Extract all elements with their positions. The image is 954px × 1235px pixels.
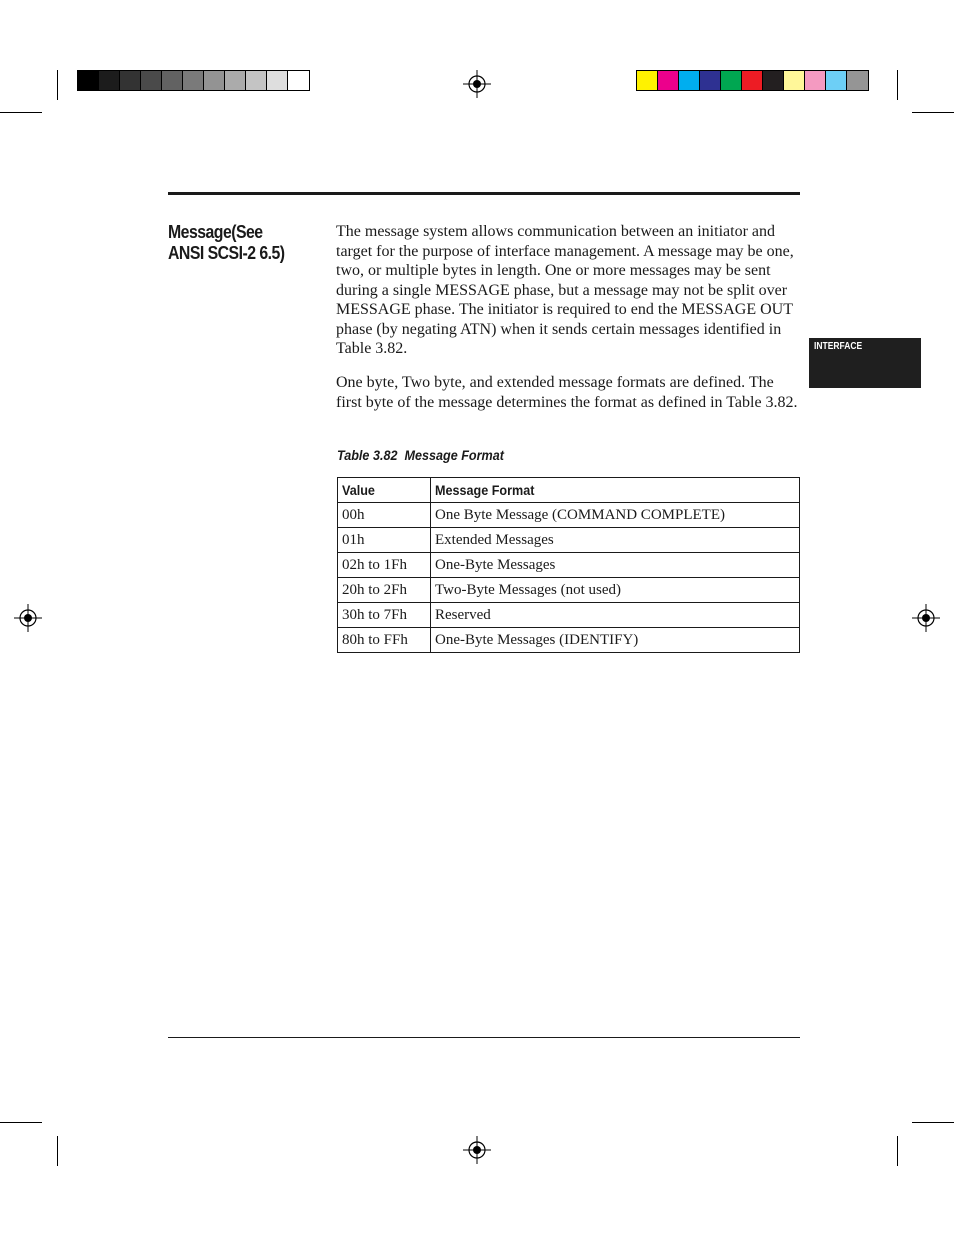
cell-value: 00h xyxy=(338,503,431,528)
body-paragraph-1: The message system allows communication between an initiator and target for the purpose of interface management. A message may be one, two, or multiple bytes in length. One or more messages may be sent during a single MESSAGE phase, but a message may not be split over MESSAGE phase. The initiator is required to end the MESSAGE OUT phase (by negating ATN) when it sends certain messages identified in Table 3.82. xyxy=(336,223,794,357)
color-swatch xyxy=(847,71,868,90)
color-swatch xyxy=(658,71,679,90)
color-swatch xyxy=(120,71,141,90)
cell-message-format: One Byte Message (COMMAND COMPLETE) xyxy=(431,503,800,528)
section-heading-line1: Message(See xyxy=(168,222,263,242)
message-format-table xyxy=(337,477,800,653)
color-swatch xyxy=(742,71,763,90)
table-row xyxy=(338,628,800,653)
cell-value: 80h to FFh xyxy=(338,628,431,653)
table-row xyxy=(338,503,800,528)
color-swatch xyxy=(679,71,700,90)
crop-mark xyxy=(897,70,898,100)
body-paragraph-2: One byte, Two byte, and extended message formats are defined. The first byte of the message determines the format as defined in Table 3.82. xyxy=(336,374,798,411)
color-bar xyxy=(636,70,869,91)
color-swatch xyxy=(763,71,784,90)
crop-mark xyxy=(912,1122,954,1123)
color-swatch xyxy=(700,71,721,90)
crop-mark xyxy=(0,1122,42,1123)
color-swatch xyxy=(99,71,120,90)
color-swatch xyxy=(267,71,288,90)
column-header-message-format: Message Format xyxy=(431,478,800,503)
table-header-row xyxy=(338,478,800,503)
registration-mark-icon xyxy=(14,604,42,632)
color-swatch xyxy=(805,71,826,90)
table-row xyxy=(338,553,800,578)
color-swatch xyxy=(637,71,658,90)
color-swatch xyxy=(225,71,246,90)
color-swatch xyxy=(246,71,267,90)
color-swatch xyxy=(78,71,99,90)
cell-value: 30h to 7Fh xyxy=(338,603,431,628)
section-heading-line2: ANSI SCSI-2 6.5) xyxy=(168,243,285,263)
color-swatch xyxy=(721,71,742,90)
crop-mark xyxy=(0,112,42,113)
color-swatch xyxy=(826,71,847,90)
chapter-tab-label: INTERFACE xyxy=(814,341,863,352)
chapter-tab xyxy=(809,338,921,388)
crop-mark xyxy=(912,112,954,113)
registration-mark-icon xyxy=(912,604,940,632)
cell-message-format: One-Byte Messages xyxy=(431,553,800,578)
cell-value: 20h to 2Fh xyxy=(338,578,431,603)
crop-mark xyxy=(57,70,58,100)
crop-mark xyxy=(897,1136,898,1166)
table-caption: Table 3.82 Message Format xyxy=(337,447,504,463)
color-swatch xyxy=(162,71,183,90)
cell-message-format: One-Byte Messages (IDENTIFY) xyxy=(431,628,800,653)
crop-mark xyxy=(57,1136,58,1166)
top-rule xyxy=(168,192,800,195)
cell-message-format: Two-Byte Messages (not used) xyxy=(431,578,800,603)
cell-value: 02h to 1Fh xyxy=(338,553,431,578)
cell-value: 01h xyxy=(338,528,431,553)
registration-mark-icon xyxy=(463,70,491,98)
bottom-rule xyxy=(168,1037,800,1038)
column-header-value: Value xyxy=(338,478,431,503)
registration-mark-icon xyxy=(463,1136,491,1164)
color-swatch xyxy=(288,71,309,90)
color-swatch xyxy=(784,71,805,90)
table-row xyxy=(338,528,800,553)
table-row xyxy=(338,578,800,603)
table-row xyxy=(338,603,800,628)
color-swatch xyxy=(183,71,204,90)
grayscale-bar xyxy=(77,70,310,91)
cell-message-format: Extended Messages xyxy=(431,528,800,553)
section-heading xyxy=(168,222,309,264)
cell-message-format: Reserved xyxy=(431,603,800,628)
color-swatch xyxy=(204,71,225,90)
color-swatch xyxy=(141,71,162,90)
